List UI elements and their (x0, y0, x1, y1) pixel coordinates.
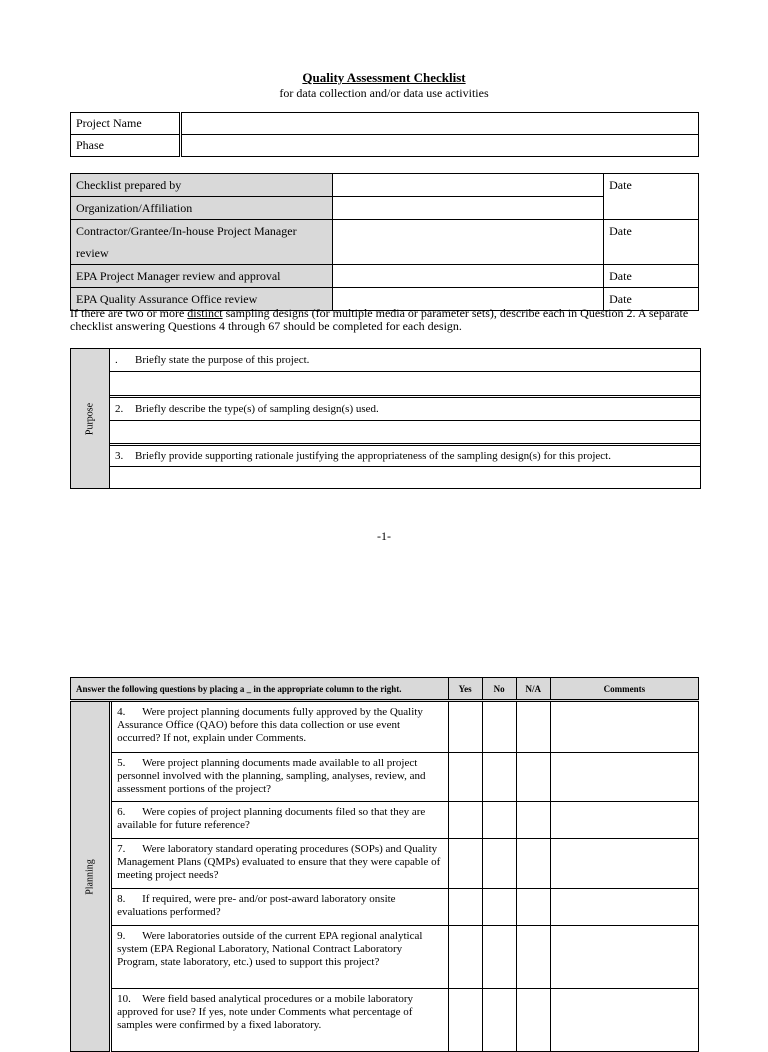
document-title: Quality Assessment Checklist (302, 70, 466, 85)
na-checkbox[interactable] (516, 926, 550, 989)
na-checkbox[interactable] (516, 889, 550, 926)
date-label: Date (609, 269, 632, 283)
comments-field[interactable] (550, 989, 698, 1052)
contractor-review-field[interactable] (332, 220, 603, 265)
comments-field[interactable] (550, 701, 698, 753)
purpose-answer-1[interactable] (110, 372, 700, 398)
table-row (71, 926, 699, 989)
question-text: 7. Were laboratory standard operating procedures (SOPs) and Quality Management Plans (QMPs) evaluated to ensure that they were capable of meeting project needs? (111, 839, 449, 889)
date-label: Date (609, 178, 632, 192)
prepared-date-cell[interactable] (604, 174, 699, 220)
prepared-by-label: Checklist prepared by (71, 174, 333, 197)
na-checkbox[interactable] (516, 753, 550, 802)
table-row (71, 889, 699, 926)
questions-table (70, 677, 699, 1052)
yes-checkbox[interactable] (448, 802, 482, 839)
epa-pm-review-field[interactable] (332, 265, 603, 288)
table-row (71, 802, 699, 839)
yes-checkbox[interactable] (448, 839, 482, 889)
question-text: 5. Were project planning documents made available to all project personnel involved with the planning, sampling, analyses, review, and assessment portions of the project? (111, 753, 449, 802)
planning-sidebar (71, 701, 111, 1052)
table-row (71, 839, 699, 889)
col-na-header: N/A (516, 678, 550, 701)
purpose-answer-2[interactable] (110, 421, 700, 446)
question-text: 9. Were laboratories outside of the current EPA regional analytical system (EPA Regional Laboratory, National Contract Laboratory Program, state laboratory, etc.) used to support this project? (111, 926, 449, 989)
purpose-question-2: 2. Briefly describe the type(s) of sampling design(s) used. (110, 398, 700, 421)
question-text: 6. Were copies of project planning documents filed so that they are available for future reference? (111, 802, 449, 839)
instructions-paragraph: If there are two or more distinct sampling designs (for multiple media or parameter sets), describe each in Question 2. A separate checklist answering Questions 4 through 67 should be completed for each design. (70, 306, 689, 333)
date-label: Date (609, 292, 632, 306)
na-checkbox[interactable] (516, 701, 550, 753)
na-checkbox[interactable] (516, 989, 550, 1052)
col-no-header: No (482, 678, 516, 701)
project-info-table (70, 112, 699, 157)
yes-checkbox[interactable] (448, 701, 482, 753)
project-name-field[interactable] (181, 113, 699, 135)
comments-field[interactable] (550, 753, 698, 802)
table-row (71, 989, 699, 1052)
purpose-side-label: Purpose (84, 402, 96, 435)
na-checkbox[interactable] (516, 802, 550, 839)
comments-field[interactable] (550, 926, 698, 989)
project-name-label: Project Name (71, 113, 181, 135)
na-checkbox[interactable] (516, 839, 550, 889)
yes-checkbox[interactable] (448, 753, 482, 802)
phase-field[interactable] (181, 135, 699, 157)
purpose-question-3: 3. Briefly provide supporting rationale justifying the appropriateness of the sampling design(s) for this project. (110, 446, 700, 467)
comments-field[interactable] (550, 839, 698, 889)
contractor-date-cell[interactable] (604, 220, 699, 265)
review-table (70, 173, 699, 311)
table-row (71, 753, 699, 802)
purpose-question-1: . Briefly state the purpose of this project. (110, 349, 700, 372)
yes-checkbox[interactable] (448, 926, 482, 989)
no-checkbox[interactable] (482, 701, 516, 753)
date-label: Date (609, 224, 632, 238)
document-subtitle: for data collection and/or data use activities (279, 86, 489, 100)
no-checkbox[interactable] (482, 802, 516, 839)
no-checkbox[interactable] (482, 926, 516, 989)
distinct-underlined: distinct (187, 306, 223, 320)
table-row (71, 701, 699, 753)
epa-pm-date-cell[interactable] (604, 265, 699, 288)
yes-checkbox[interactable] (448, 989, 482, 1052)
contractor-review-label: Contractor/Grantee/In-house Project Manager review (71, 220, 333, 265)
epa-pm-review-label: EPA Project Manager review and approval (71, 265, 333, 288)
phase-label: Phase (71, 135, 181, 157)
question-text: 4. Were project planning documents fully approved by the Quality Assurance Office (QAO) before this data collection or use event occurred? If not, explain under Comments. (111, 701, 449, 753)
organization-field[interactable] (332, 197, 603, 220)
no-checkbox[interactable] (482, 889, 516, 926)
no-checkbox[interactable] (482, 989, 516, 1052)
comments-field[interactable] (550, 889, 698, 926)
col-comments-header: Comments (550, 678, 698, 701)
col-yes-header: Yes (448, 678, 482, 701)
no-checkbox[interactable] (482, 839, 516, 889)
questions-instruction: Answer the following questions by placing a _ in the appropriate column to the right. (71, 678, 449, 701)
question-text: 8. If required, were pre- and/or post-award laboratory onsite evaluations performed? (111, 889, 449, 926)
organization-label: Organization/Affiliation (71, 197, 333, 220)
purpose-section (70, 348, 701, 489)
prepared-by-field[interactable] (332, 174, 603, 197)
comments-field[interactable] (550, 802, 698, 839)
page-number: -1- (377, 529, 391, 543)
planning-side-label: Planning (84, 858, 96, 895)
purpose-answer-3[interactable] (110, 467, 700, 488)
question-text: 10. Were field based analytical procedures or a mobile laboratory approved for use? If yes, note under Comments what percentage of samples were confirmed by a fixed laboratory. (111, 989, 449, 1052)
yes-checkbox[interactable] (448, 889, 482, 926)
epa-qa-review-label: EPA Quality Assurance Office review (71, 288, 333, 311)
no-checkbox[interactable] (482, 753, 516, 802)
purpose-sidebar (71, 349, 110, 488)
